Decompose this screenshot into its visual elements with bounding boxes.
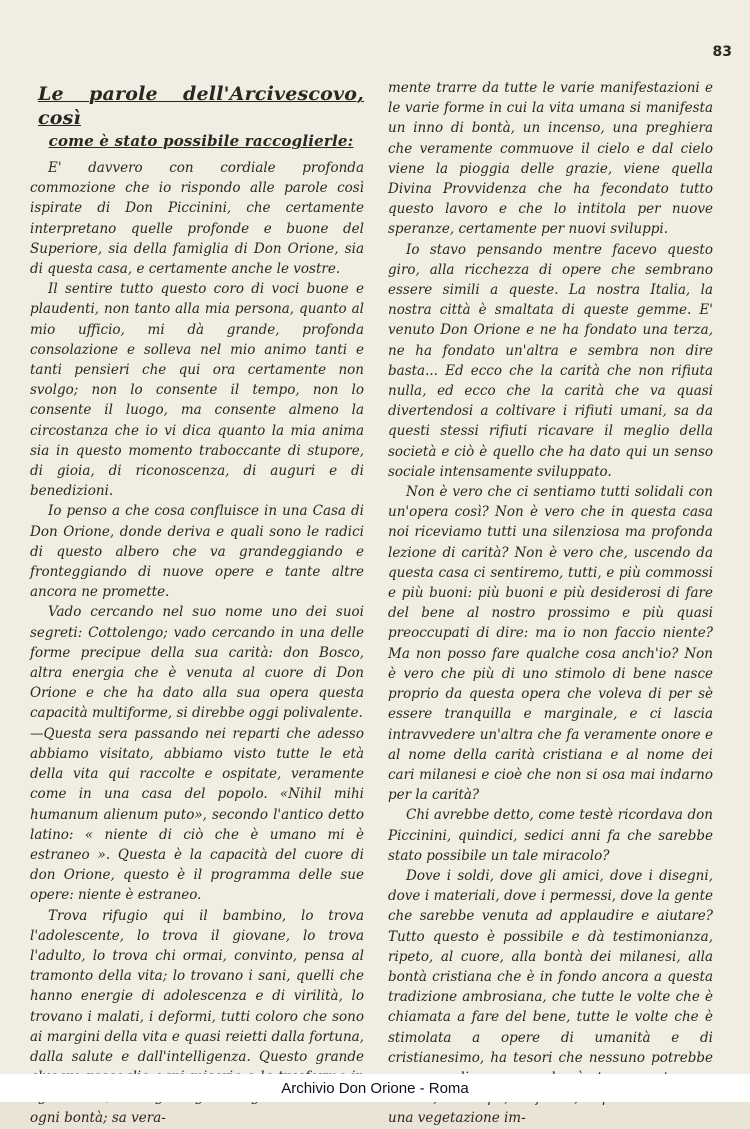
paragraph: Dove i soldi, dove gli amici, dove i disegni, dove i materiali, dove i permessi, dove la gente che sarebbe venuta ad applaudire e aiutare? Tutto questo è possibile e dà testimonianza, ripeto, al cuore, alla bontà dei milanesi, alla bontà cristiana che è in fondo ancora a questa tradizione ambrosiana, che tutte le volte che è chiamata a fare del bene, tutte le volte che è stimolata a opere di umanità e di cristianesimo, ha tesori che nessuno potrebbe una vegetazione im- [388, 867, 713, 1127]
left-column [30, 82, 364, 1128]
section-heading [38, 82, 364, 152]
paragraph: Vado cercando nel suo nome uno dei suoi segreti: Cottolengo; vado cercando in una delle forme precipue della sua carità: don Bosco, altra energia che è venuta al cuore di Don Orione e che ha dato alla sua opera questa capacità multiforme, si direbbe oggi polivalente. [30, 604, 364, 722]
paragraph: mente trarre da tutte le varie manifestazioni e le varie forme in cui la vita umana si manifesta un inno di bontà, un incenso, una preghiera che veramente commuove il cielo e dal cielo viene la pioggia delle grazie, viene quella Divina Provvidenza che ha fecondato tutto questo lavoro e che lo intitola per nuove speranze, certamente per nuovi sviluppi. [388, 80, 713, 238]
heading-line-1: Le parole dell'Arcivescovo, così [38, 83, 364, 129]
paragraph: —Questa sera passando nei reparti che adesso abbiamo visitato, abbiamo visto tutte le età della vita qui raccolte e ospitate, veramente come in una casa del popolo. «Nihil mihi humanum alienum puto», secondo l'antico detto latino: « niente di ciò che è umano mi è estraneo ». Questa è la capacità del cuore di don Orione, questo è il programma delle sue opere: niente è estraneo. [30, 725, 364, 904]
paragraph: E' davvero con cordiale profonda commozione che io rispondo alle parole così ispirate di Don Piccinini, che certamente interpretano quelle profonde e buone del Superiore, sia della famiglia di Don Orione, sia di questa casa, e certamente anche le vostre. [30, 160, 364, 278]
heading-line-2: come è stato possibile raccoglierle: [48, 132, 354, 150]
paragraph: Il sentire tutto questo coro di voci buone e plaudenti, non tanto alla mia persona, quanto al mio ufficio, mi dà grande, profonda consolazione e solleva nel mio animo tanti e tanti pensieri che qui ora certamente non svolgo; non lo consente il tempo, non lo consente il luogo, ma consente almeno la circostanza che io vi dica quanto la mia anima sia in questo momento traboccante di stupore, di gioia, di riconoscenza, di auguri e di benedizioni. [30, 281, 364, 500]
paragraph: Non è vero che ci sentiamo tutti solidali con un'opera così? Non è vero che in questa casa noi riceviamo tutti una silenziosa ma profonda lezione di carità? Non è vero che, uscendo da questa casa ci sentiremo, tutti, e più commossi e più buoni: più buoni e più desiderosi di fare del bene al nostro prossimo e più quasi preoccupati di dire: ma io non faccio niente? Ma non posso fare qualche cosa anch'io? Non è vero che più di uno stimolo di bene nasce proprio da questa opera che voleva di per sè essere tranquilla e marginale, e ci lascia intravvedere un'altra che fa veramente onore e al nome della carità cristiana e al nome dei cari milanesi e cioè che non si osa mai indarno per la carità? [388, 484, 713, 804]
paragraph: Trova rifugio qui il bambino, lo trova l'adolescente, lo trova il giovane, lo trova l'adulto, lo trova chi ormai, convinto, pensa al tramonto della vita; lo trovano i sani, quelli che hanno energie di adolescenza e di virilità, lo trovano i malati, i deformi, tutti coloro che sono ai margini della vita e quasi reietti dalla fortuna, dalla salute e dall'intelligenza. Questo grande ogni bontà; sa vera- [30, 907, 364, 1126]
right-column [388, 78, 713, 1129]
archive-footer: Archivio Don Orione - Roma [0, 1074, 750, 1102]
paragraph: Chi avrebbe detto, come testè ricordava don Piccinini, quindici, sedici anni fa che sarebbe stato possibile un tale miracolo? [388, 807, 713, 864]
paragraph: Io stavo pensando mentre facevo questo giro, alla ricchezza di opere che sembrano essere simili a queste. La nostra Italia, la nostra città è smaltata di queste gemme. E' venuto Don Orione e ne ha fondato una terza, ne ha fondato un'altra e sembra non dire basta... Ed ecco che la carità che non rifiuta nulla, ed ecco che la carità che va quasi divertendosi a coltivare i rifiuti umani, sa da questi stessi rifiuti ricavare il meglio della società e ciò è quello che ha dato qui un senso sociale intensamente sviluppato. [388, 241, 713, 480]
page-number: 83 [712, 44, 732, 60]
paragraph: Io penso a che cosa confluisce in una Casa di Don Orione, donde deriva e quali sono le radici di questo albero che va grandeggiando e fronteggiando di nuove opere e tante altre ancora ne promette. [30, 503, 364, 601]
